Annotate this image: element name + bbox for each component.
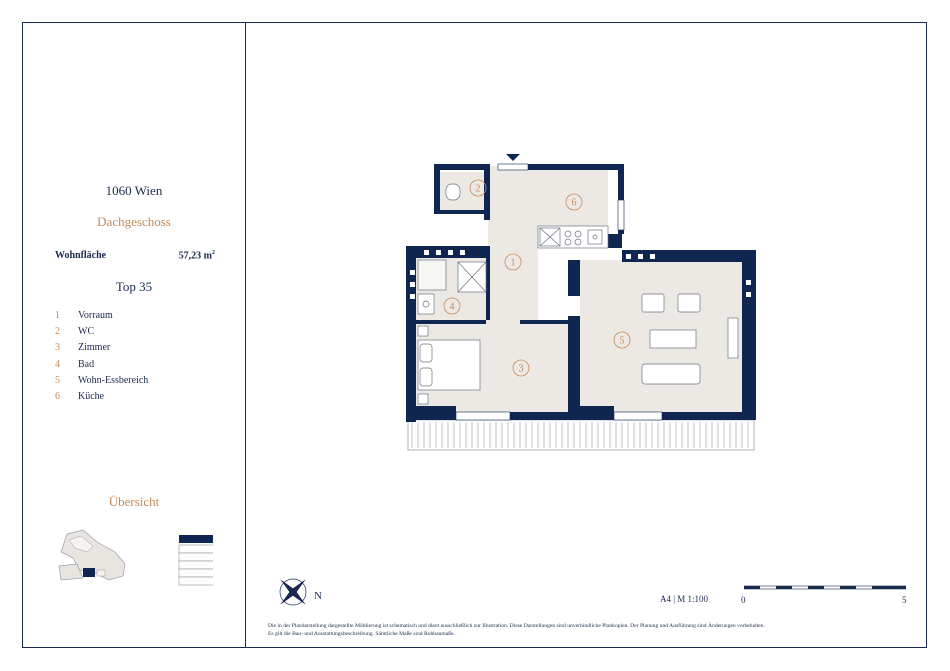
room-number: 2 <box>475 183 481 195</box>
room-legend-number: 6 <box>55 390 60 402</box>
room-legend-item <box>55 340 148 356</box>
room-legend-item <box>55 324 148 340</box>
floor-plan <box>400 150 760 460</box>
entrance-arrow-icon <box>506 154 520 161</box>
info-sidebar <box>23 23 245 647</box>
living-area-number: 57,23 m <box>178 250 212 262</box>
building-elevation-icon <box>179 535 213 585</box>
north-compass-icon <box>273 572 313 612</box>
room-legend-name: Küche <box>78 390 105 402</box>
living-area-label: Wohnfläche <box>55 250 107 261</box>
living-area-value <box>179 250 215 261</box>
terrace <box>408 420 754 450</box>
north-label: N <box>314 590 322 602</box>
room-legend-number: 4 <box>55 358 60 370</box>
room-number: 3 <box>518 363 524 375</box>
floor-label: Dachgeschoss <box>97 214 171 229</box>
room-legend-number: 1 <box>55 310 60 321</box>
area-unit-superscript: 2 <box>212 250 215 256</box>
disclaimer-line: Es gilt die Bau- und Ausstattungsbeschreibung. Sämtliche Maße sind Rohbaumaße. <box>268 631 455 637</box>
room-legend-name: Wohn-Essbereich <box>78 374 149 386</box>
city-label: 1060 Wien <box>105 183 163 198</box>
room-number: 6 <box>571 197 577 209</box>
kitchen-fixtures <box>538 226 608 248</box>
room-legend <box>55 308 148 405</box>
disclaimer <box>268 622 908 638</box>
room-number: 4 <box>449 301 455 313</box>
room-legend-name: Zimmer <box>78 342 111 354</box>
room-legend-number: 3 <box>55 342 60 354</box>
overview-diagram <box>53 528 213 588</box>
room-legend-number: 2 <box>55 326 60 338</box>
scale-end-label: 5 <box>902 595 907 605</box>
room-legend-item <box>55 389 148 405</box>
unit-label: Top 35 <box>115 279 153 294</box>
room-number: 1 <box>510 257 516 269</box>
sidebar-divider <box>245 22 246 648</box>
room-legend-number: 5 <box>55 374 60 386</box>
scale-bar <box>744 584 906 592</box>
room-legend-item <box>55 308 148 324</box>
room-legend-item <box>55 357 148 373</box>
overview-title: Übersicht <box>108 494 160 509</box>
room-number: 5 <box>619 335 625 347</box>
room-legend-name: Vorraum <box>78 310 113 321</box>
site-plan-icon <box>59 530 125 580</box>
room-legend-item <box>55 373 148 389</box>
room-legend-name: WC <box>78 326 95 338</box>
scale-label: A4 | M 1:100 <box>660 594 709 604</box>
disclaimer-line: Die in der Plandarstellung dargestellte Möblierung ist schematisch und dient ausschließlich zur Illustration. Diese Darstellungen sind unverbindliche Plankopien. Der Planung und Ausführung sind Änderungen vorbehalten. <box>268 623 765 629</box>
room-legend-name: Bad <box>78 358 95 370</box>
scale-start-label: 0 <box>741 595 746 605</box>
